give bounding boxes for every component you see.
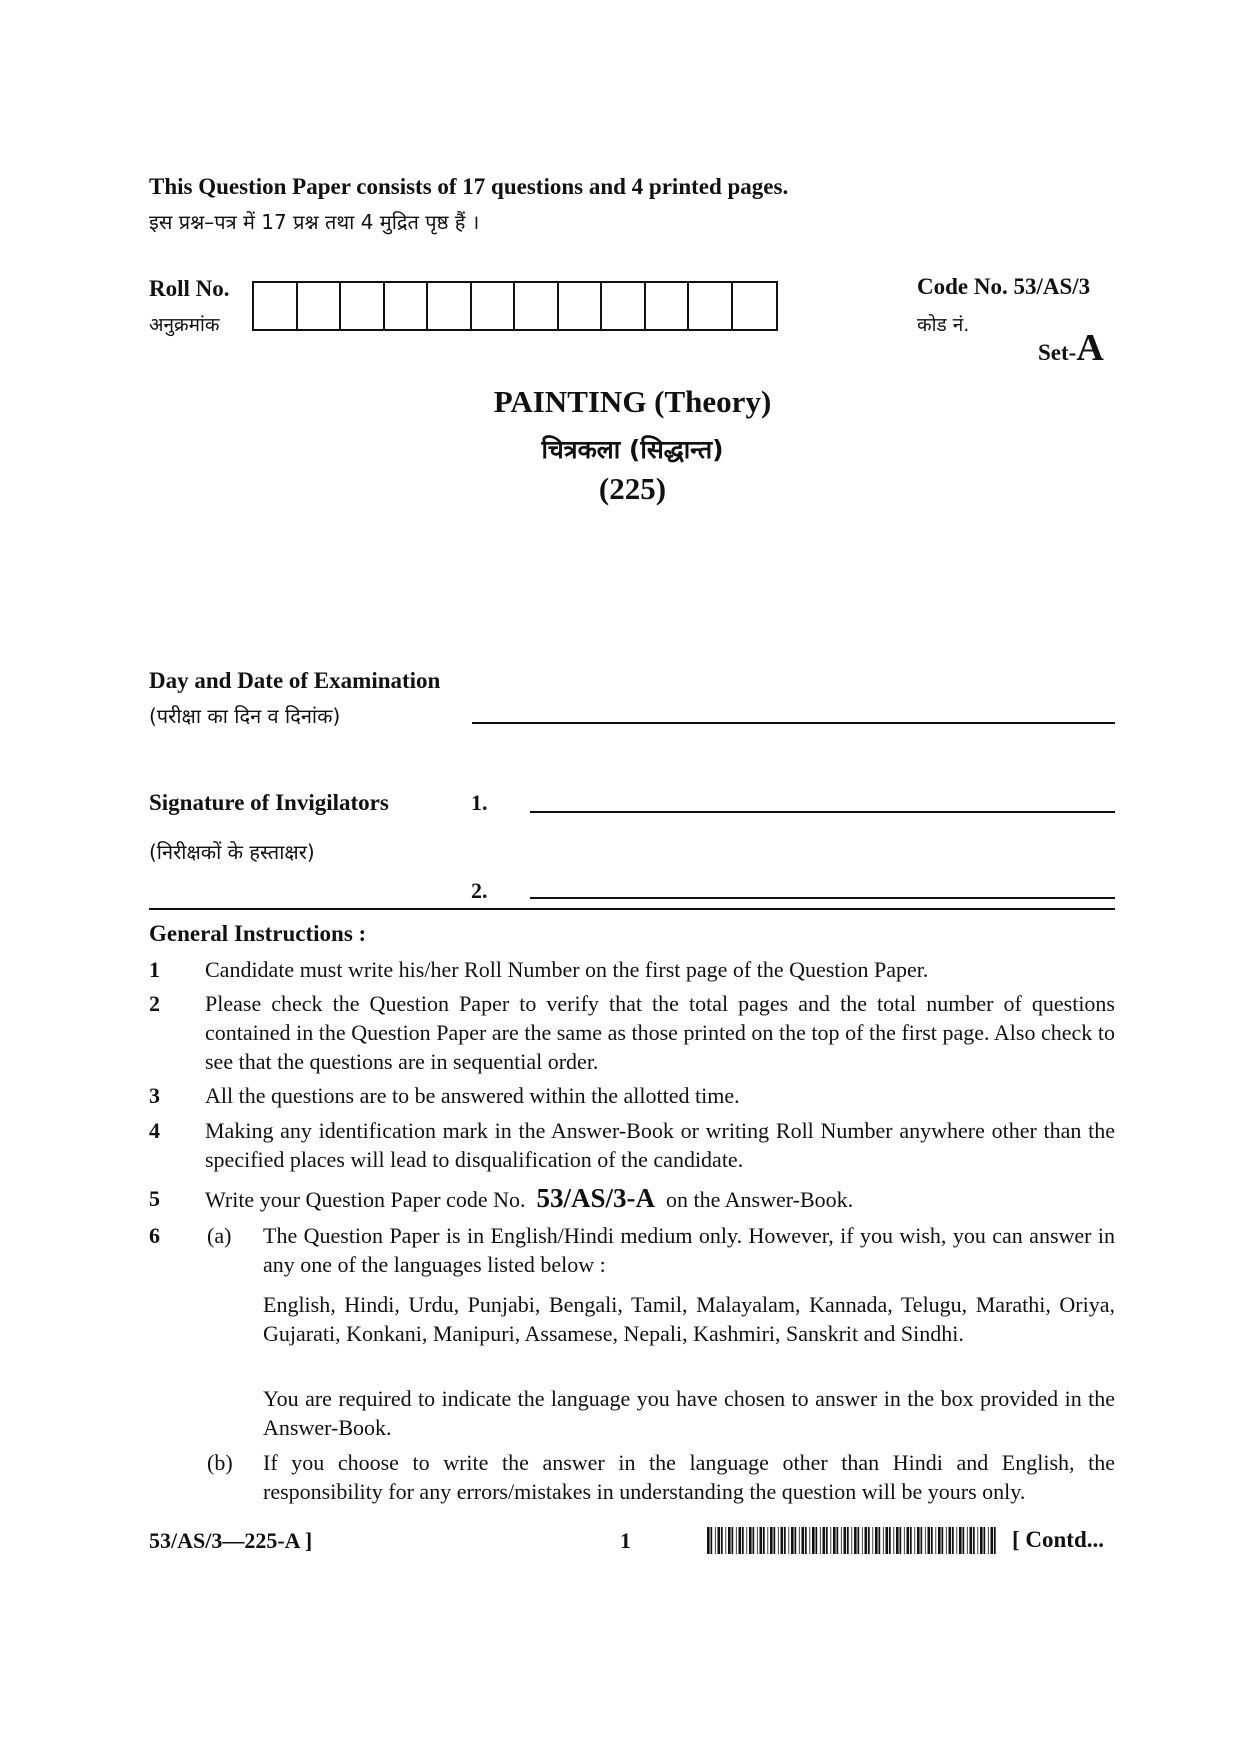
roll-number-box[interactable] — [428, 283, 472, 329]
paper-consists-note: This Question Paper consists of 17 questions and 4 printed pages. — [149, 174, 789, 199]
language-note: You are required to indicate the language you have chosen to answer in the box provided in the Answer-Book. — [263, 1386, 1115, 1440]
barcode-icon — [707, 1527, 999, 1554]
instruction-text — [205, 1184, 1115, 1214]
instruction-number: 2 — [149, 991, 160, 1016]
footer-paper-code: 53/AS/3—225-A ] — [149, 1528, 313, 1553]
continued-label: [ Contd... — [1012, 1527, 1105, 1552]
roll-number-box[interactable] — [559, 283, 603, 329]
instruction-text: Please check the Question Paper to verify that the total pages and the total number of questions contained in the Question Paper are the same as those printed on the top of the first page. Also check to see that the questions are in sequential order. — [205, 991, 1115, 1074]
instruction-sub-label: (b) — [207, 1450, 233, 1475]
instruction-text: All the questions are to be answered within the allotted time. — [205, 1083, 740, 1108]
instruction-text-after: on the Answer-Book. — [666, 1187, 854, 1212]
instruction-sub-text: The Question Paper is in English/Hindi medium only. However, if you wish, you can answer in any one of the languages listed below : — [263, 1223, 1115, 1277]
invigilator-2-line[interactable] — [530, 897, 1115, 899]
invigilator-signature-label-hindi: (निरीक्षकों के हस्ताक्षर) — [149, 840, 315, 864]
roll-number-box[interactable] — [472, 283, 516, 329]
paper-subject-code: (225) — [598, 471, 667, 506]
paper-consists-note-hindi: इस प्रश्न–पत्र में 17 प्रश्न तथा 4 मुद्रित पृष्ठ हैं । — [149, 210, 480, 234]
paper-title-hindi: चित्रकला (सिद्धान्त) — [541, 435, 724, 464]
exam-date-label-hindi: (परीक्षा का दिन व दिनांक) — [149, 704, 341, 728]
roll-number-boxes[interactable] — [252, 281, 778, 331]
invigilator-2-number: 2. — [471, 878, 488, 903]
invigilator-signature-label: Signature of Invigilators — [149, 790, 389, 815]
set-prefix: Set- — [1038, 340, 1077, 365]
instruction-text-before: Write your Question Paper code No. — [205, 1187, 526, 1212]
invigilator-1-number: 1. — [471, 790, 488, 815]
instruction-text: Making any identification mark in the Answer-Book or writing Roll Number anywhere other than the specified places will lead to disqualification of the candidate. — [205, 1118, 1115, 1172]
instruction-text: Candidate must write his/her Roll Number on the first page of the Question Paper. — [205, 957, 929, 982]
exam-date-line[interactable] — [472, 722, 1115, 724]
section-divider — [149, 908, 1115, 910]
roll-number-label: Roll No. — [149, 276, 230, 301]
instruction-sub-label: (a) — [207, 1223, 232, 1248]
code-number-hindi: कोड नं. — [917, 314, 970, 336]
instruction-number: 1 — [149, 957, 160, 982]
languages-list: English, Hindi, Urdu, Punjabi, Bengali, Tamil, Malayalam, Kannada, Telugu, Marathi, Oriya, Gujarati, Konkani, Manipuri, Assamese, Nepali, Kashmiri, Sanskrit and Sindhi. — [263, 1292, 1115, 1346]
instruction-number: 3 — [149, 1083, 160, 1108]
roll-number-box[interactable] — [385, 283, 429, 329]
roll-number-box[interactable] — [254, 283, 298, 329]
roll-number-label-hindi: अनुक्रमांक — [149, 314, 220, 336]
set-letter: A — [1076, 327, 1104, 369]
invigilator-1-line[interactable] — [530, 811, 1115, 813]
instruction-number: 4 — [149, 1118, 160, 1143]
roll-number-box[interactable] — [689, 283, 733, 329]
instruction-number: 6 — [149, 1223, 160, 1248]
exam-date-label: Day and Date of Examination — [149, 668, 441, 693]
roll-number-box[interactable] — [515, 283, 559, 329]
code-number: Code No. 53/AS/3 — [917, 274, 1091, 299]
instructions-title: General Instructions : — [149, 921, 367, 946]
instruction-sub-text: If you choose to write the answer in the language other than Hindi and English, the responsibility for any errors/mistakes in understanding the question will be yours only. — [263, 1450, 1115, 1504]
roll-number-box[interactable] — [298, 283, 342, 329]
roll-number-box[interactable] — [646, 283, 690, 329]
set-label — [1038, 326, 1104, 370]
instruction-number: 5 — [149, 1186, 160, 1211]
roll-number-box[interactable] — [341, 283, 385, 329]
paper-title: PAINTING (Theory) — [493, 384, 772, 419]
roll-number-box[interactable] — [602, 283, 646, 329]
page-number: 1 — [620, 1528, 631, 1553]
answer-book-code: 53/AS/3-A — [536, 1183, 655, 1213]
roll-number-box[interactable] — [733, 283, 777, 329]
